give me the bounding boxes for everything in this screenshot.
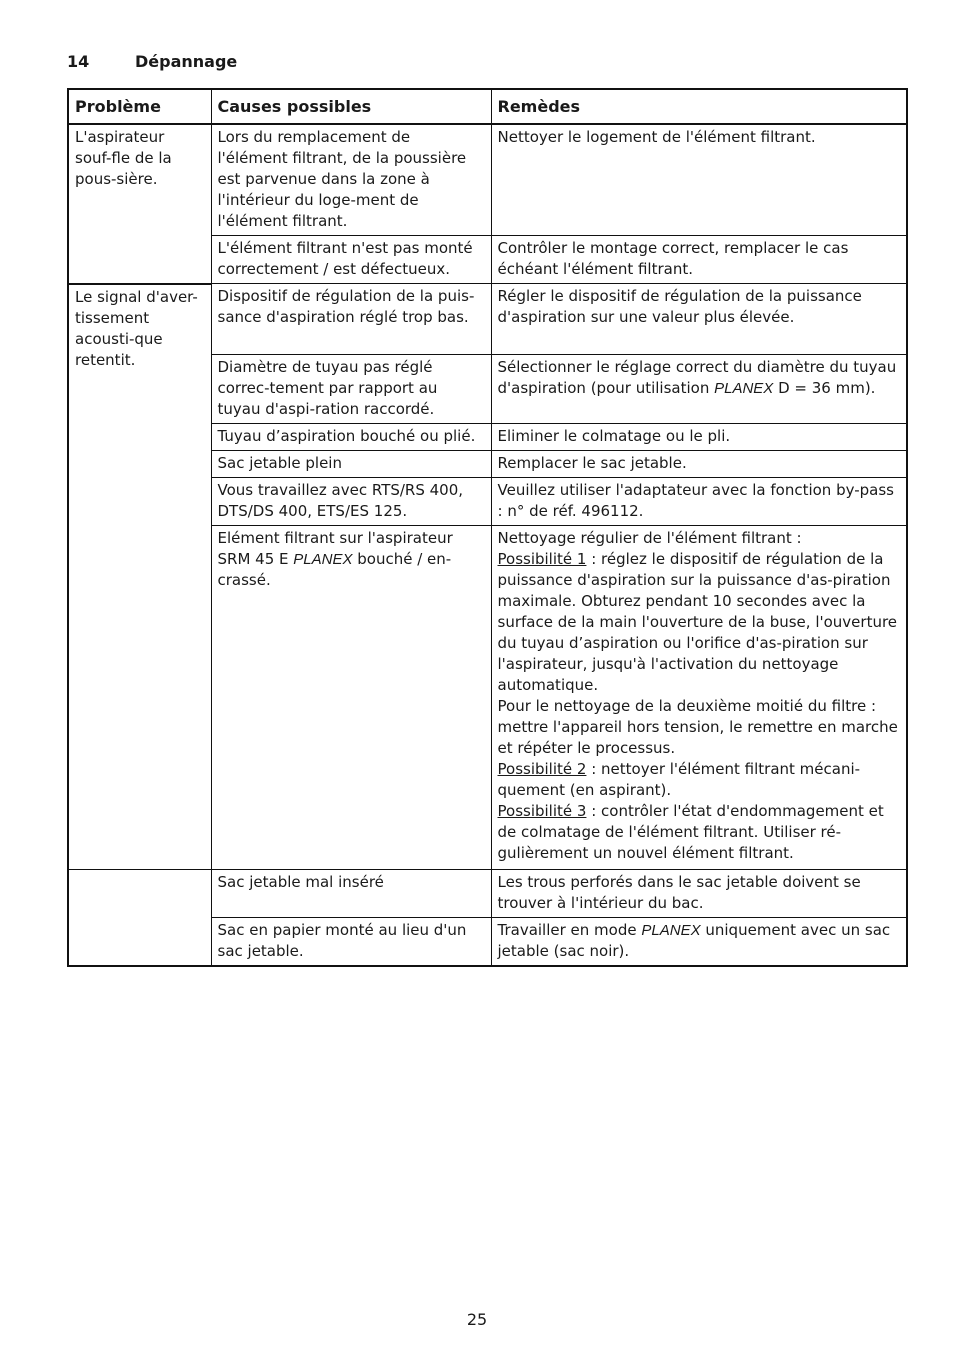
remedy-cell [491, 355, 907, 424]
remedy-cell [491, 918, 907, 967]
cause-cell: Sac jetable plein [211, 451, 491, 478]
page-number: 25 [466, 1310, 488, 1329]
brand-name: PLANEX [714, 380, 774, 397]
problem-cell: L'aspirateur souf-fle de la pous-sière. [68, 124, 211, 284]
remedy-cell: Contrôler le montage correct, remplacer le cas échéant l'élément filtrant. [491, 236, 907, 284]
cause-text: bouché / en-crassé. [217, 550, 452, 589]
header-problem: Problème [68, 89, 211, 124]
remedy-text: D = 36 mm). [778, 379, 876, 397]
remedy-cell: Eliminer le colmatage ou le pli. [491, 424, 907, 451]
troubleshooting-table [67, 88, 908, 967]
remedy-text: uniquement avec un sac jetable (sac noir). [497, 921, 891, 960]
cause-cell: L'élément filtrant n'est pas monté correctement / est défectueux. [211, 236, 491, 284]
remedy-cell: Nettoyer le logement de l'élément filtrant. [491, 124, 907, 236]
remedy-cell: Les trous perforés dans le sac jetable doivent se trouver à l'intérieur du bac. [491, 870, 907, 918]
option-2-text: : nettoyer l'élément filtrant mécani-quement (en aspirant). [497, 760, 861, 799]
cause-cell: Tuyau d’aspiration bouché ou plié. [211, 424, 491, 451]
problem-cell [68, 870, 211, 967]
remedy-cell: Régler le dispositif de régulation de la puissance d'aspiration sur une valeur plus élevée. [491, 284, 907, 355]
option-1-label: Possibilité 1 [497, 550, 587, 568]
option-3-label: Possibilité 3 [497, 802, 587, 820]
remedy-text: Sélectionner le réglage correct du diamètre du tuyau d'aspiration (pour utilisation [497, 358, 897, 397]
remedy-intro: Nettoyage régulier de l'élément filtrant : [497, 529, 802, 547]
cause-cell [211, 526, 491, 870]
option-3-text: : contrôler l'état d'endommagement et de colmatage de l'élément filtrant. Utiliser ré-gulièrement un nouvel élément filtrant. [497, 802, 884, 862]
cause-cell: Vous travaillez avec RTS/RS 400, DTS/DS 400, ETS/ES 125. [211, 478, 491, 526]
brand-name: PLANEX [293, 551, 353, 568]
header-causes: Causes possibles [211, 89, 491, 124]
table-row [68, 124, 907, 236]
problem-cell: Le signal d'aver-tissement acousti-que retentit. [68, 284, 211, 870]
option-1-text: : réglez le dispositif de régulation de la puissance d'aspiration sur la puissance d'as-piration maximale. Obturez pendant 10 secondes avec la surface de la main l'ouverture de la buse, l'ouverture du tuyau d’aspiration ou l'orifice d'as-piration sur l'aspirateur, jusqu'à l'activation du nettoyage automatique. [497, 550, 898, 694]
section-number: 14 [67, 52, 90, 71]
cause-text: Elément filtrant sur l'aspirateur SRM 45 E [217, 529, 453, 568]
cause-cell: Dispositif de régulation de la puis-sance d'aspiration réglé trop bas. [211, 284, 491, 355]
option-2-label: Possibilité 2 [497, 760, 587, 778]
section-title: Dépannage [135, 52, 238, 71]
table-header-row [68, 89, 907, 124]
section-heading [67, 52, 237, 71]
remedy-cell: Veuillez utiliser l'adaptateur avec la fonction by-pass : n° de réf. 496112. [491, 478, 907, 526]
cause-cell: Sac en papier monté au lieu d'un sac jetable. [211, 918, 491, 967]
remedy-mid: Pour le nettoyage de la deuxième moitié du filtre : mettre l'appareil hors tension, le remettre en marche et répéter le processus. [497, 697, 898, 757]
cause-cell: Sac jetable mal inséré [211, 870, 491, 918]
cause-cell: Lors du remplacement de l'élément filtrant, de la poussière est parvenue dans la zone à l'intérieur du loge-ment de l'élément filtrant. [211, 124, 491, 236]
table-row [68, 284, 907, 355]
header-remedies: Remèdes [491, 89, 907, 124]
brand-name: PLANEX [641, 922, 701, 939]
cause-cell: Diamètre de tuyau pas réglé correc-tement par rapport au tuyau d'aspi-ration raccordé. [211, 355, 491, 424]
remedy-cell [491, 526, 907, 870]
remedy-text: Travailler en mode [497, 921, 637, 939]
remedy-cell: Remplacer le sac jetable. [491, 451, 907, 478]
table-row [68, 870, 907, 918]
